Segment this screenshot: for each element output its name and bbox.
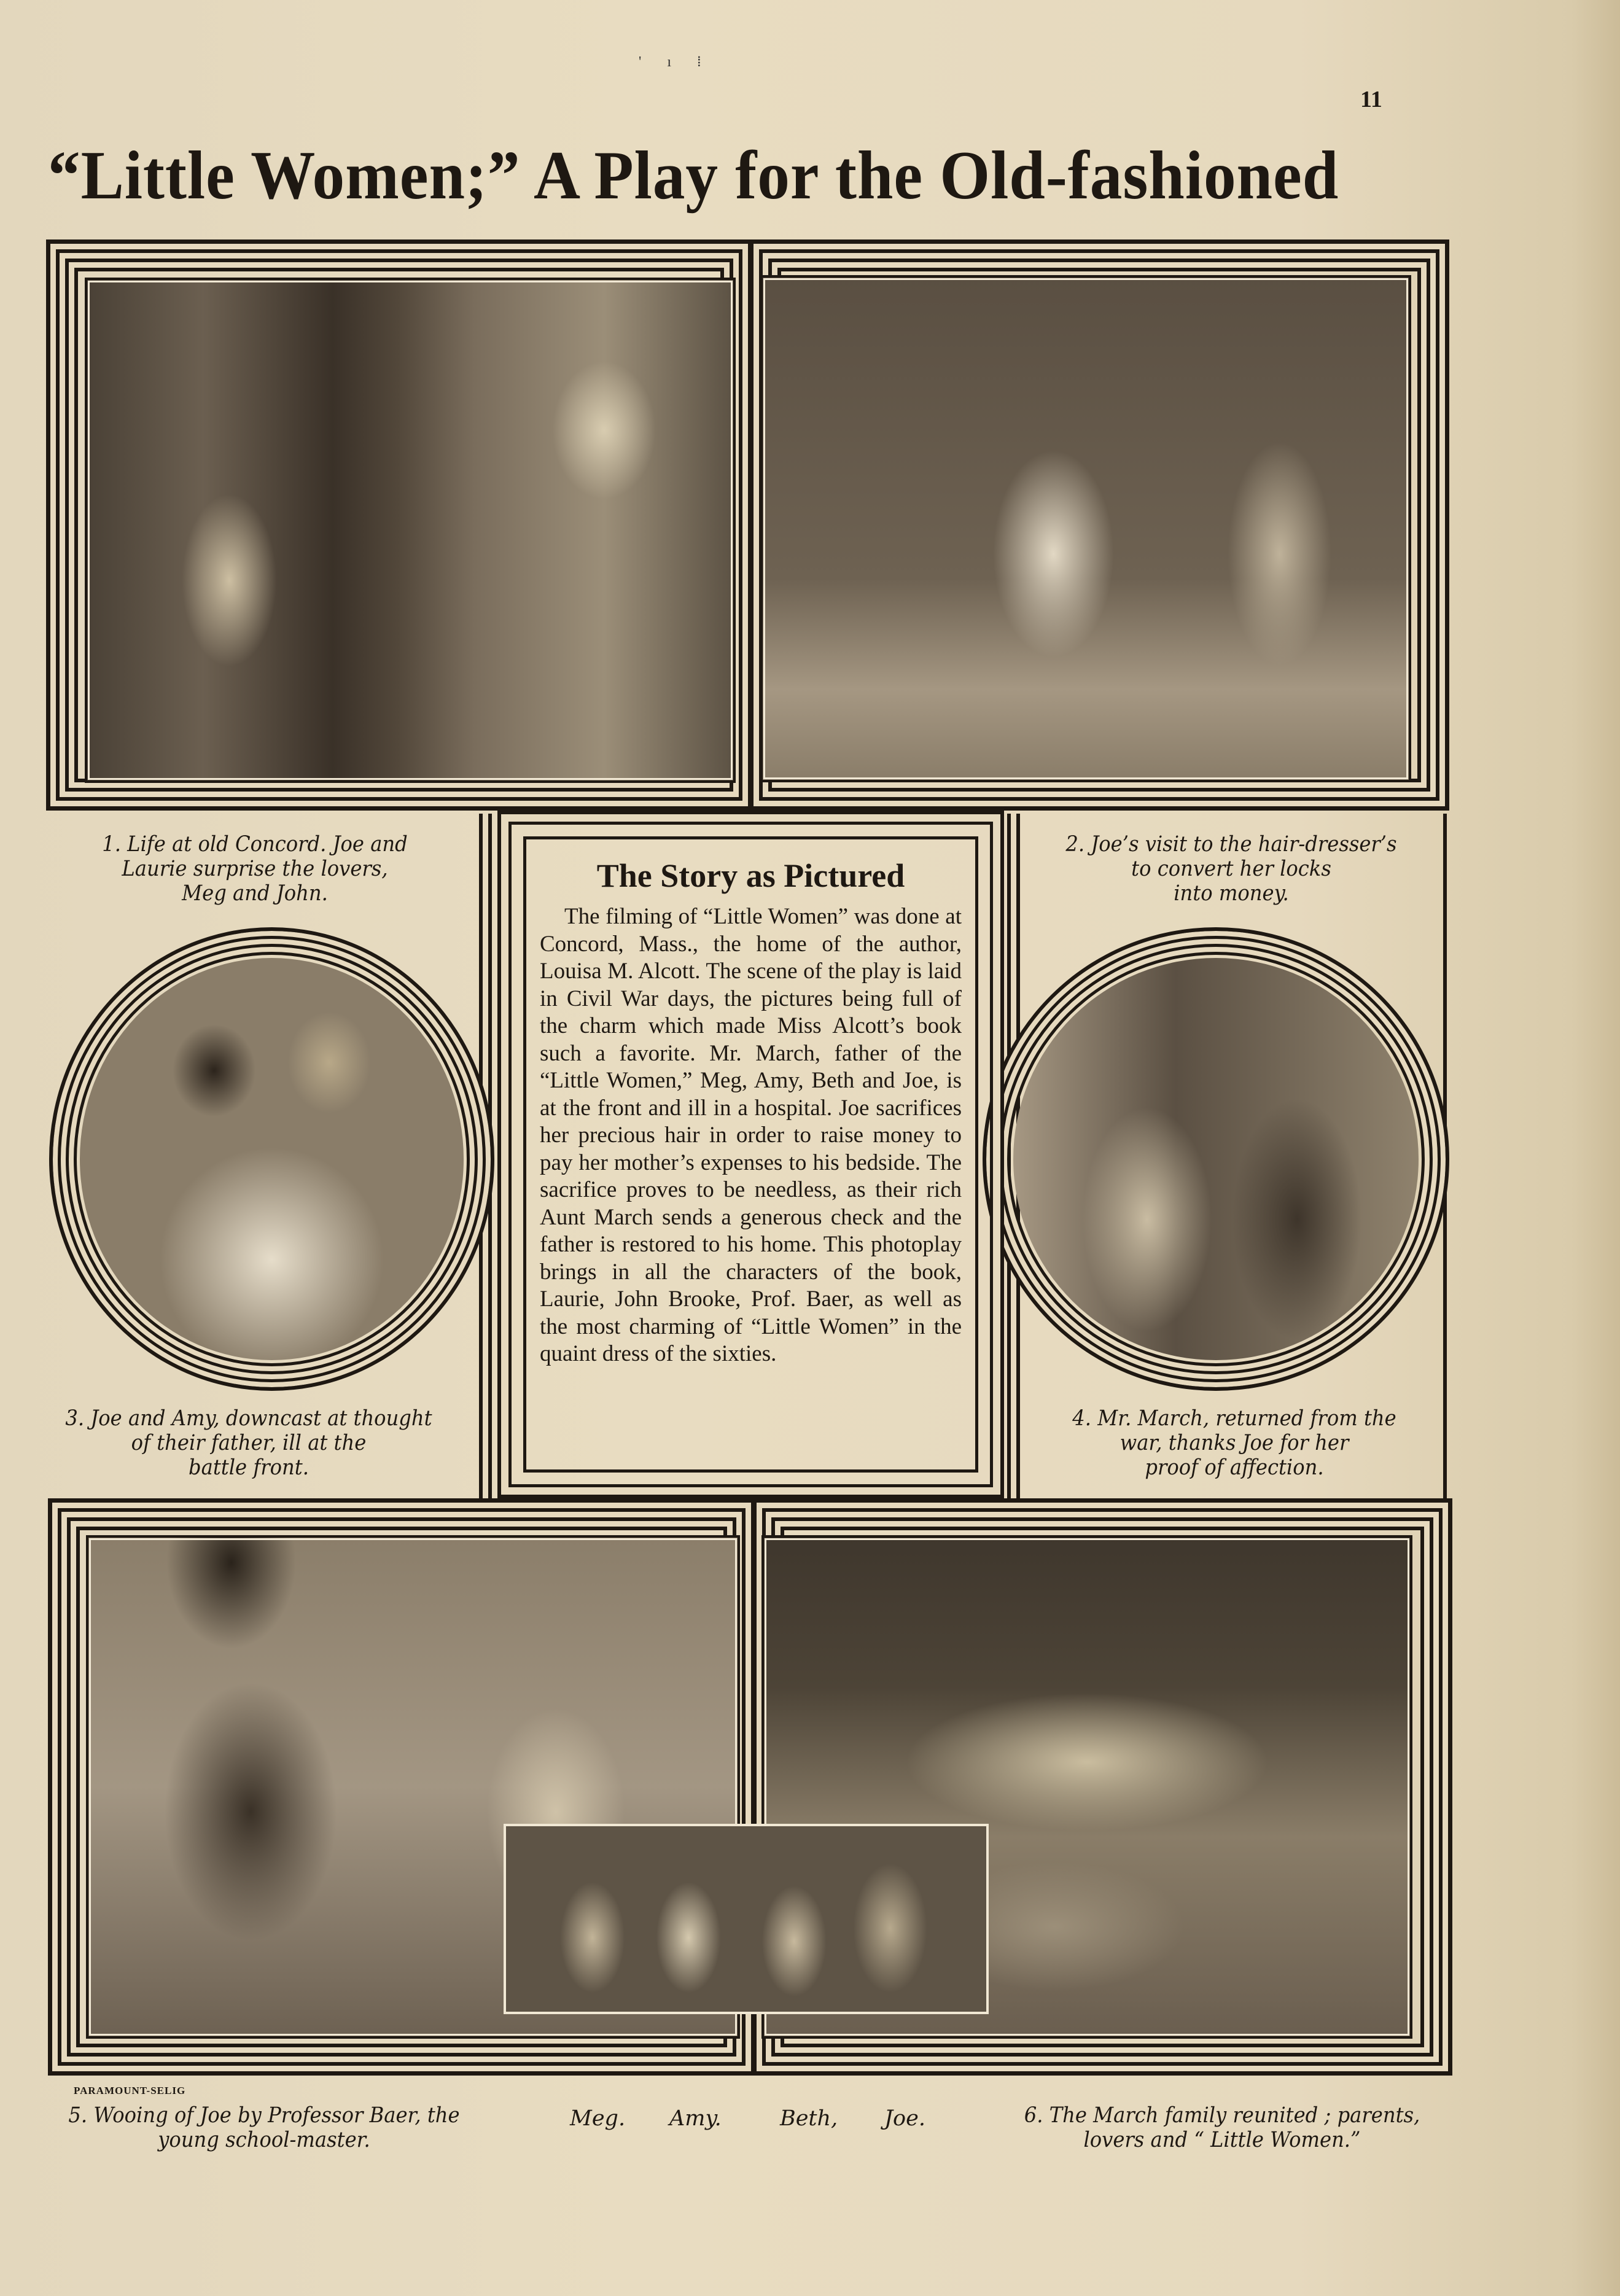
photo-1 <box>85 278 736 783</box>
page-title: “Little Women;” A Play for the Old-fashioned <box>48 138 1339 214</box>
inset-name-meg: Meg. <box>570 2106 626 2131</box>
inset-name-joe: Joe. <box>884 2106 925 2131</box>
photo-frame-3 <box>49 927 494 1391</box>
caption-4: 4. Mr. March, returned from the war, thanks Joe for her proof of affection. <box>1072 1406 1396 1480</box>
inset-name-beth: Beth, <box>780 2106 838 2131</box>
photo-frame-4 <box>983 927 1449 1391</box>
photo-2 <box>760 275 1411 782</box>
caption-3: 3. Joe and Amy, downcast at thought of their father, ill at the battle front. <box>65 1406 432 1480</box>
inset-photo-four-sisters <box>504 1824 989 2014</box>
caption-6: 6. The March family reunited ; parents, lovers and “ Little Women.” <box>1024 2103 1420 2152</box>
photo-credit: PARAMOUNT-SELIG <box>74 2085 186 2096</box>
story-title: The Story as Pictured <box>596 857 905 894</box>
caption-5: 5. Wooing of Joe by Professor Baer, the young school-master. <box>68 2103 460 2152</box>
caption-2: 2. Joe’s visit to the hair-dresser’s to convert her locks into money. <box>1065 832 1397 906</box>
inset-name-amy: Amy. <box>669 2106 722 2131</box>
photo-3 <box>80 958 464 1360</box>
caption-1: 1. Life at old Concord. Joe and Laurie surprise the lovers, Meg and John. <box>102 832 408 906</box>
print-marks: ' ı ⁞ <box>639 54 712 70</box>
story-body: The filming of “Little Women” was done at Concord, Mass., the home of the author, Louisa M. Alcott. The scene of the play is laid in Civil War days, the pictures being full of the charm which made Miss Alcott’s book such a favorite. Mr. March, father of the “Little Women,” Meg, Amy, Beth and Joe, is at the front and ill in a hospital. Joe sacrifices her precious hair in order to raise money to pay her mother’s expenses to his bedside. The sacrifice proves to be needless, as their rich Aunt March sends a generous check and the father is restored to his home. This photoplay brings in all the characters of the book, Laurie, John Brooke, Prof. Baer, as well as the most charming of “Little Women” in the quaint dress of the sixties. <box>540 904 962 1366</box>
photo-4 <box>1013 958 1419 1360</box>
page-number: 11 <box>1360 87 1382 112</box>
story-box <box>497 811 1004 1498</box>
